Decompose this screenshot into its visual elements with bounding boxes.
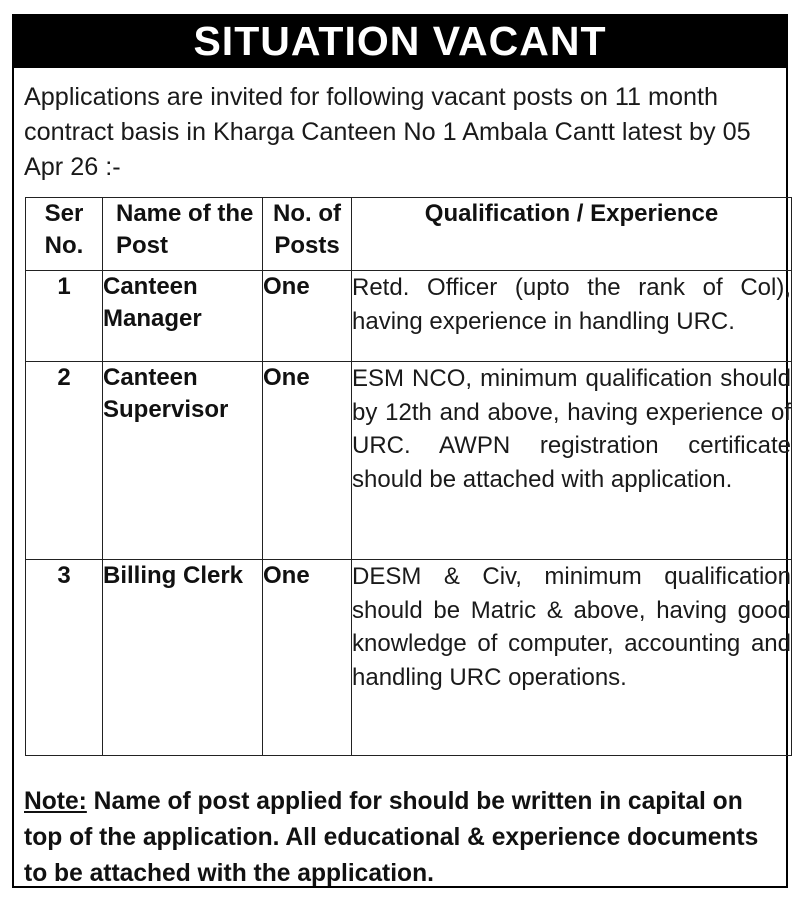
header-ser-no: Ser No. [26, 198, 103, 271]
header-qualification: Qualification / Experience [352, 198, 792, 271]
vacancy-table [25, 197, 792, 756]
header-post-name: Name of the Post [103, 198, 263, 271]
table-row [26, 560, 792, 756]
cell-ser-no: 2 [26, 362, 103, 560]
intro-paragraph: Applications are invited for following vacant posts on 11 month contract basis in Kharga Canteen No 1 Ambala Cantt latest by 05 Apr 26 :- [24, 83, 751, 181]
cell-ser-no: 1 [26, 271, 103, 362]
advertisement [12, 14, 791, 888]
note-paragraph [24, 784, 780, 892]
cell-qualification: ESM NCO, minimum qualification should by 12th and above, having experience of URC. AWPN registration certificate should be attached with application. [352, 362, 792, 560]
cell-qualification: DESM & Civ, minimum qualification should be Matric & above, having good knowledge of computer, accounting and handling URC operations. [352, 560, 792, 756]
cell-post-name: Canteen Manager [103, 271, 263, 362]
table-row [26, 271, 792, 362]
header-num-posts: No. of Posts [263, 198, 352, 271]
cell-ser-no: 3 [26, 560, 103, 756]
title-banner [12, 14, 788, 68]
note-label: Note: [24, 788, 87, 815]
table-row [26, 362, 792, 560]
page-title: SITUATION VACANT [193, 17, 607, 64]
cell-post-name: Canteen Supervisor [103, 362, 263, 560]
cell-num-posts: One [263, 560, 352, 756]
cell-qualification: Retd. Officer (upto the rank of Col), having experience in handling URC. [352, 271, 792, 362]
cell-post-name: Billing Clerk [103, 560, 263, 756]
cell-num-posts: One [263, 271, 352, 362]
table-header-row [26, 198, 792, 271]
note-text: Name of post applied for should be written in capital on top of the application. All educational & experience documents to be attached with the application. [24, 788, 759, 887]
cell-num-posts: One [263, 362, 352, 560]
